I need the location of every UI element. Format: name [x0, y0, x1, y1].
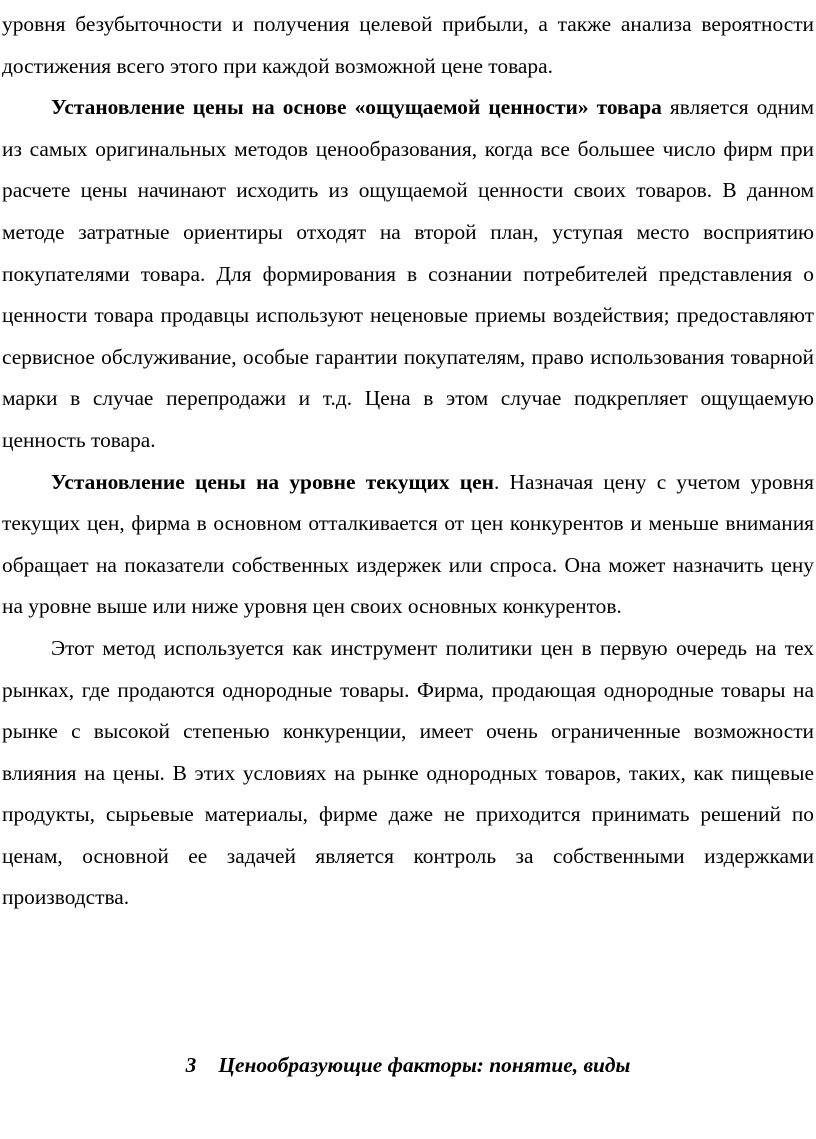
- paragraph-text: . Назначая цену с учетом уровня текущих цен, фирма в основном отталкивается от цен конкурентов и меньше внимания обращает на показатели собственных издержек или спроса. Она может назначить цену на уровне выше или ниже уровня цен своих основных конкурентов.: [2, 469, 814, 619]
- section-number: 3: [185, 1053, 197, 1077]
- paragraph-bold-term: Установление цены на уровне текущих цен: [51, 469, 494, 494]
- section-heading: [0, 1050, 816, 1080]
- paragraph-bold-term: Установление цены на основе «ощущаемой ценности» товара: [51, 95, 662, 120]
- paragraph-continuation: [2, 4, 814, 87]
- paragraph-perceived-value-pricing: [2, 87, 814, 461]
- paragraph-text: Этот метод используется как инструмент политики цен в первую очередь на тех рынках, где продаются однородные товары. Фирма, продающая однородные товары на рынке с высокой степенью конкуренции, имеет очень ограниченные возможности влияния на цены. В этих условиях на рынке однородных товаров, таких, как пищевые продукты, сырьевые материалы, фирме даже не приходится принимать решений по ценам, основной ее задачей является контроль за собственными издержками производства.: [2, 635, 814, 910]
- section-title: Ценообразующие факторы: понятие, виды: [218, 1053, 631, 1077]
- paragraph-text: является одним из самых оригинальных методов ценообразования, когда все большее число фирм при расчете цены начинают исходить из ощущаемой ценности своих товаров. В данном методе затратные ориентиры отходят на второй план, уступая место восприятию покупателями товара. Для формирования в сознании потребителей представления о ценности товара продавцы используют неценовые приемы воздействия; предоставляют сервисное обслуживание, особые гарантии покупателям, право использования товарной марки в случае перепродажи и т.д. Цена в этом случае подкрепляет ощущаемую ценность товара.: [2, 95, 814, 452]
- paragraph-text: уровня безубыточности и получения целевой прибыли, а также анализа вероятности достижения всего этого при каждой возможной цене товара.: [2, 12, 814, 78]
- paragraph-current-price-level: [2, 462, 814, 628]
- paragraph-method-usage: [2, 628, 814, 919]
